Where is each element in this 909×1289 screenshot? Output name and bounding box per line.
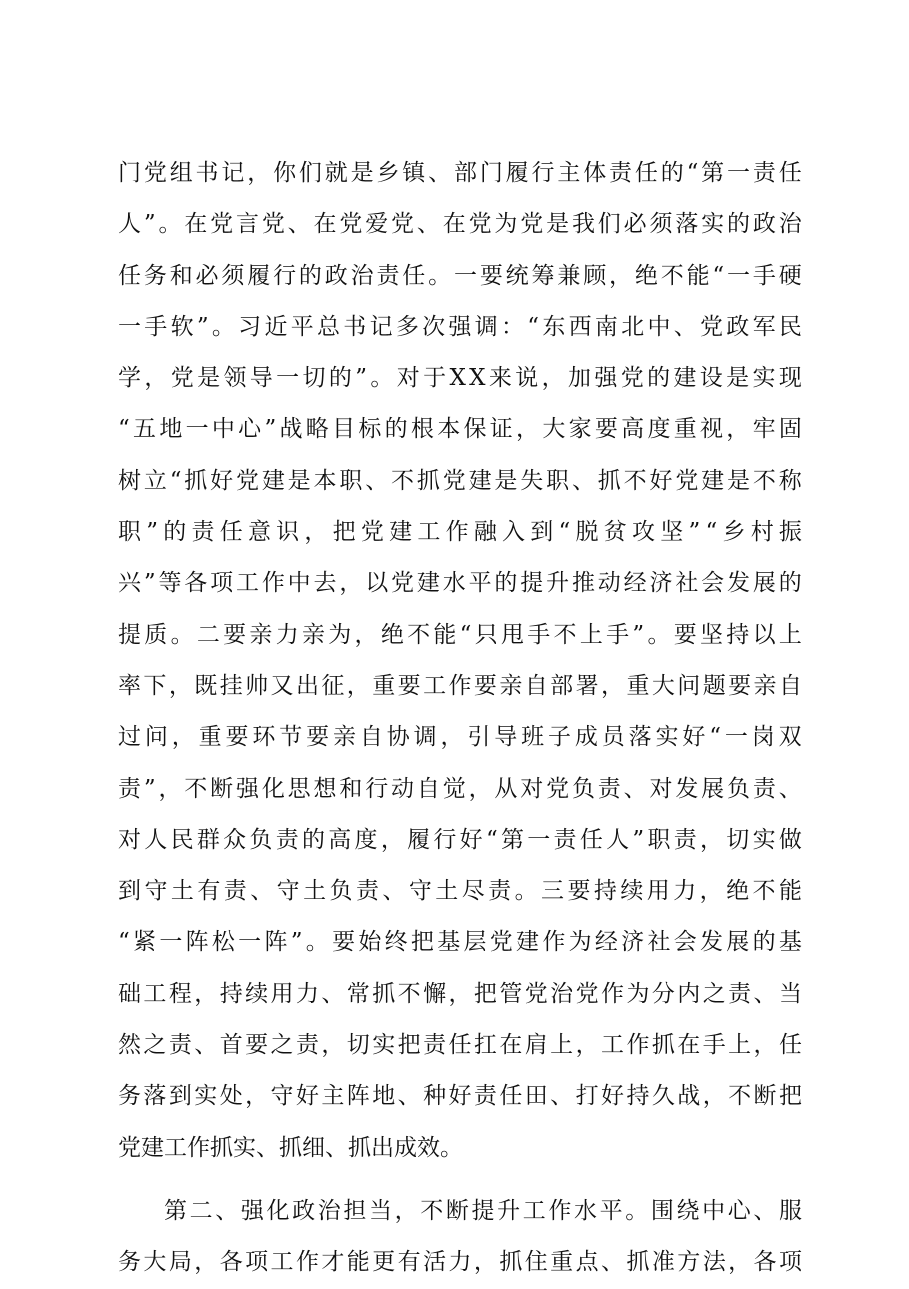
text-line: 到 守 土 有 责 、 守 土 负 责 、 守 土 尽 责 。 三 要 持 续 用 力 ， 绝 不 能 <box>118 878 802 905</box>
text-line: 一 手 软 ” 。 习 近 平 总 书 记 多 次 强 调 ： “ 东 西 南 北 中 、 党 政 军 民 <box>118 313 802 340</box>
text-line: 职 ” 的 责 任 意 识 ， 把 党 建 工 作 融 入 到 “ 脱 贫 攻 坚 ” “ 乡 村 振 <box>118 519 802 546</box>
paragraph-gap <box>118 1174 802 1186</box>
text-line: 兴 ” 等 各 项 工 作 中 去 ， 以 党 建 水 平 的 提 升 推 动 经 济 社 会 发 展 的 <box>118 570 802 597</box>
text-line: 门 党 组 书 记 ， 你 们 就 是 乡 镇 、 部 门 履 行 主 体 责 任 的 “ 第 一 责 任 <box>118 160 802 186</box>
paragraph-2 <box>118 1186 802 1289</box>
text-line: 树 立 “ 抓 好 党 建 是 本 职 、 不 抓 党 建 是 失 职 、 抓 不 好 党 建 是 不 称 <box>118 467 802 494</box>
text-line: 第 二 、 强 化 政 治 担 当 ， 不 断 提 升 工 作 水 平 。 围 绕 中 心 、 服 <box>164 1197 802 1224</box>
text-line: “ 五 地 一 中 心 ” 战 略 目 标 的 根 本 保 证 ， 大 家 要 高 度 重 视 ， 牢 固 <box>118 416 802 443</box>
text-line: 对 人 民 群 众 负 责 的 高 度 ， 履 行 好 “ 第 一 责 任 人 ” 职 责 ， 切 实 做 <box>118 826 802 853</box>
text-line: 党建工作抓实、抓细、抓出成效。 <box>118 1134 463 1161</box>
text-line: 人 ” 。 在 党 言 党 、 在 党 爱 党 、 在 党 为 党 是 我 们 必 须 落 实 的 政 治 <box>118 211 802 238</box>
text-line: 础 工 程 ， 持 续 用 力 、 常 抓 不 懈 ， 把 管 党 治 党 作 为 分 内 之 责 、 当 <box>118 980 802 1007</box>
text-line: 提 质 。 二 要 亲 力 亲 为 ， 绝 不 能 “ 只 甩 手 不 上 手 ” 。 要 坚 持 以 上 <box>118 621 802 648</box>
paragraph-1 <box>118 148 802 1174</box>
text-line: 务 大 局 ， 各 项 工 作 才 能 更 有 活 力 ， 抓 住 重 点 、 抓 准 方 法 ， 各 项 <box>118 1249 802 1276</box>
text-line: 然 之 责 、 首 要 之 责 ， 切 实 把 责 任 扛 在 肩 上 ， 工 作 抓 在 手 上 ， 任 <box>118 1032 802 1059</box>
text-line: 学 ， 党 是 领 导 一 切 的 ” 。 对 于 X X 来 说 ， 加 强 党 的 建 设 是 实 现 <box>118 365 802 392</box>
text-line: 务 落 到 实 处 ， 守 好 主 阵 地 、 种 好 责 任 田 、 打 好 持 久 战 ， 不 断 把 <box>118 1083 802 1110</box>
text-line: 责 ” ， 不 断 强 化 思 想 和 行 动 自 觉 ， 从 对 党 负 责 、 对 发 展 负 责 、 <box>118 775 802 802</box>
text-line: 任 务 和 必 须 履 行 的 政 治 责 任 。 一 要 统 筹 兼 顾 ， 绝 不 能 “ 一 手 硬 <box>118 262 802 289</box>
document-body <box>118 148 802 1289</box>
text-line: “ 紧 一 阵 松 一 阵 ” 。 要 始 终 把 基 层 党 建 作 为 经 济 社 会 发 展 的 基 <box>118 929 802 956</box>
text-line: 率 下 ， 既 挂 帅 又 出 征 ， 重 要 工 作 要 亲 自 部 署 ， 重 大 问 题 要 亲 自 <box>118 672 802 699</box>
text-line: 过 问 ， 重 要 环 节 要 亲 自 协 调 ， 引 导 班 子 成 员 落 实 好 “ 一 岗 双 <box>118 724 802 751</box>
